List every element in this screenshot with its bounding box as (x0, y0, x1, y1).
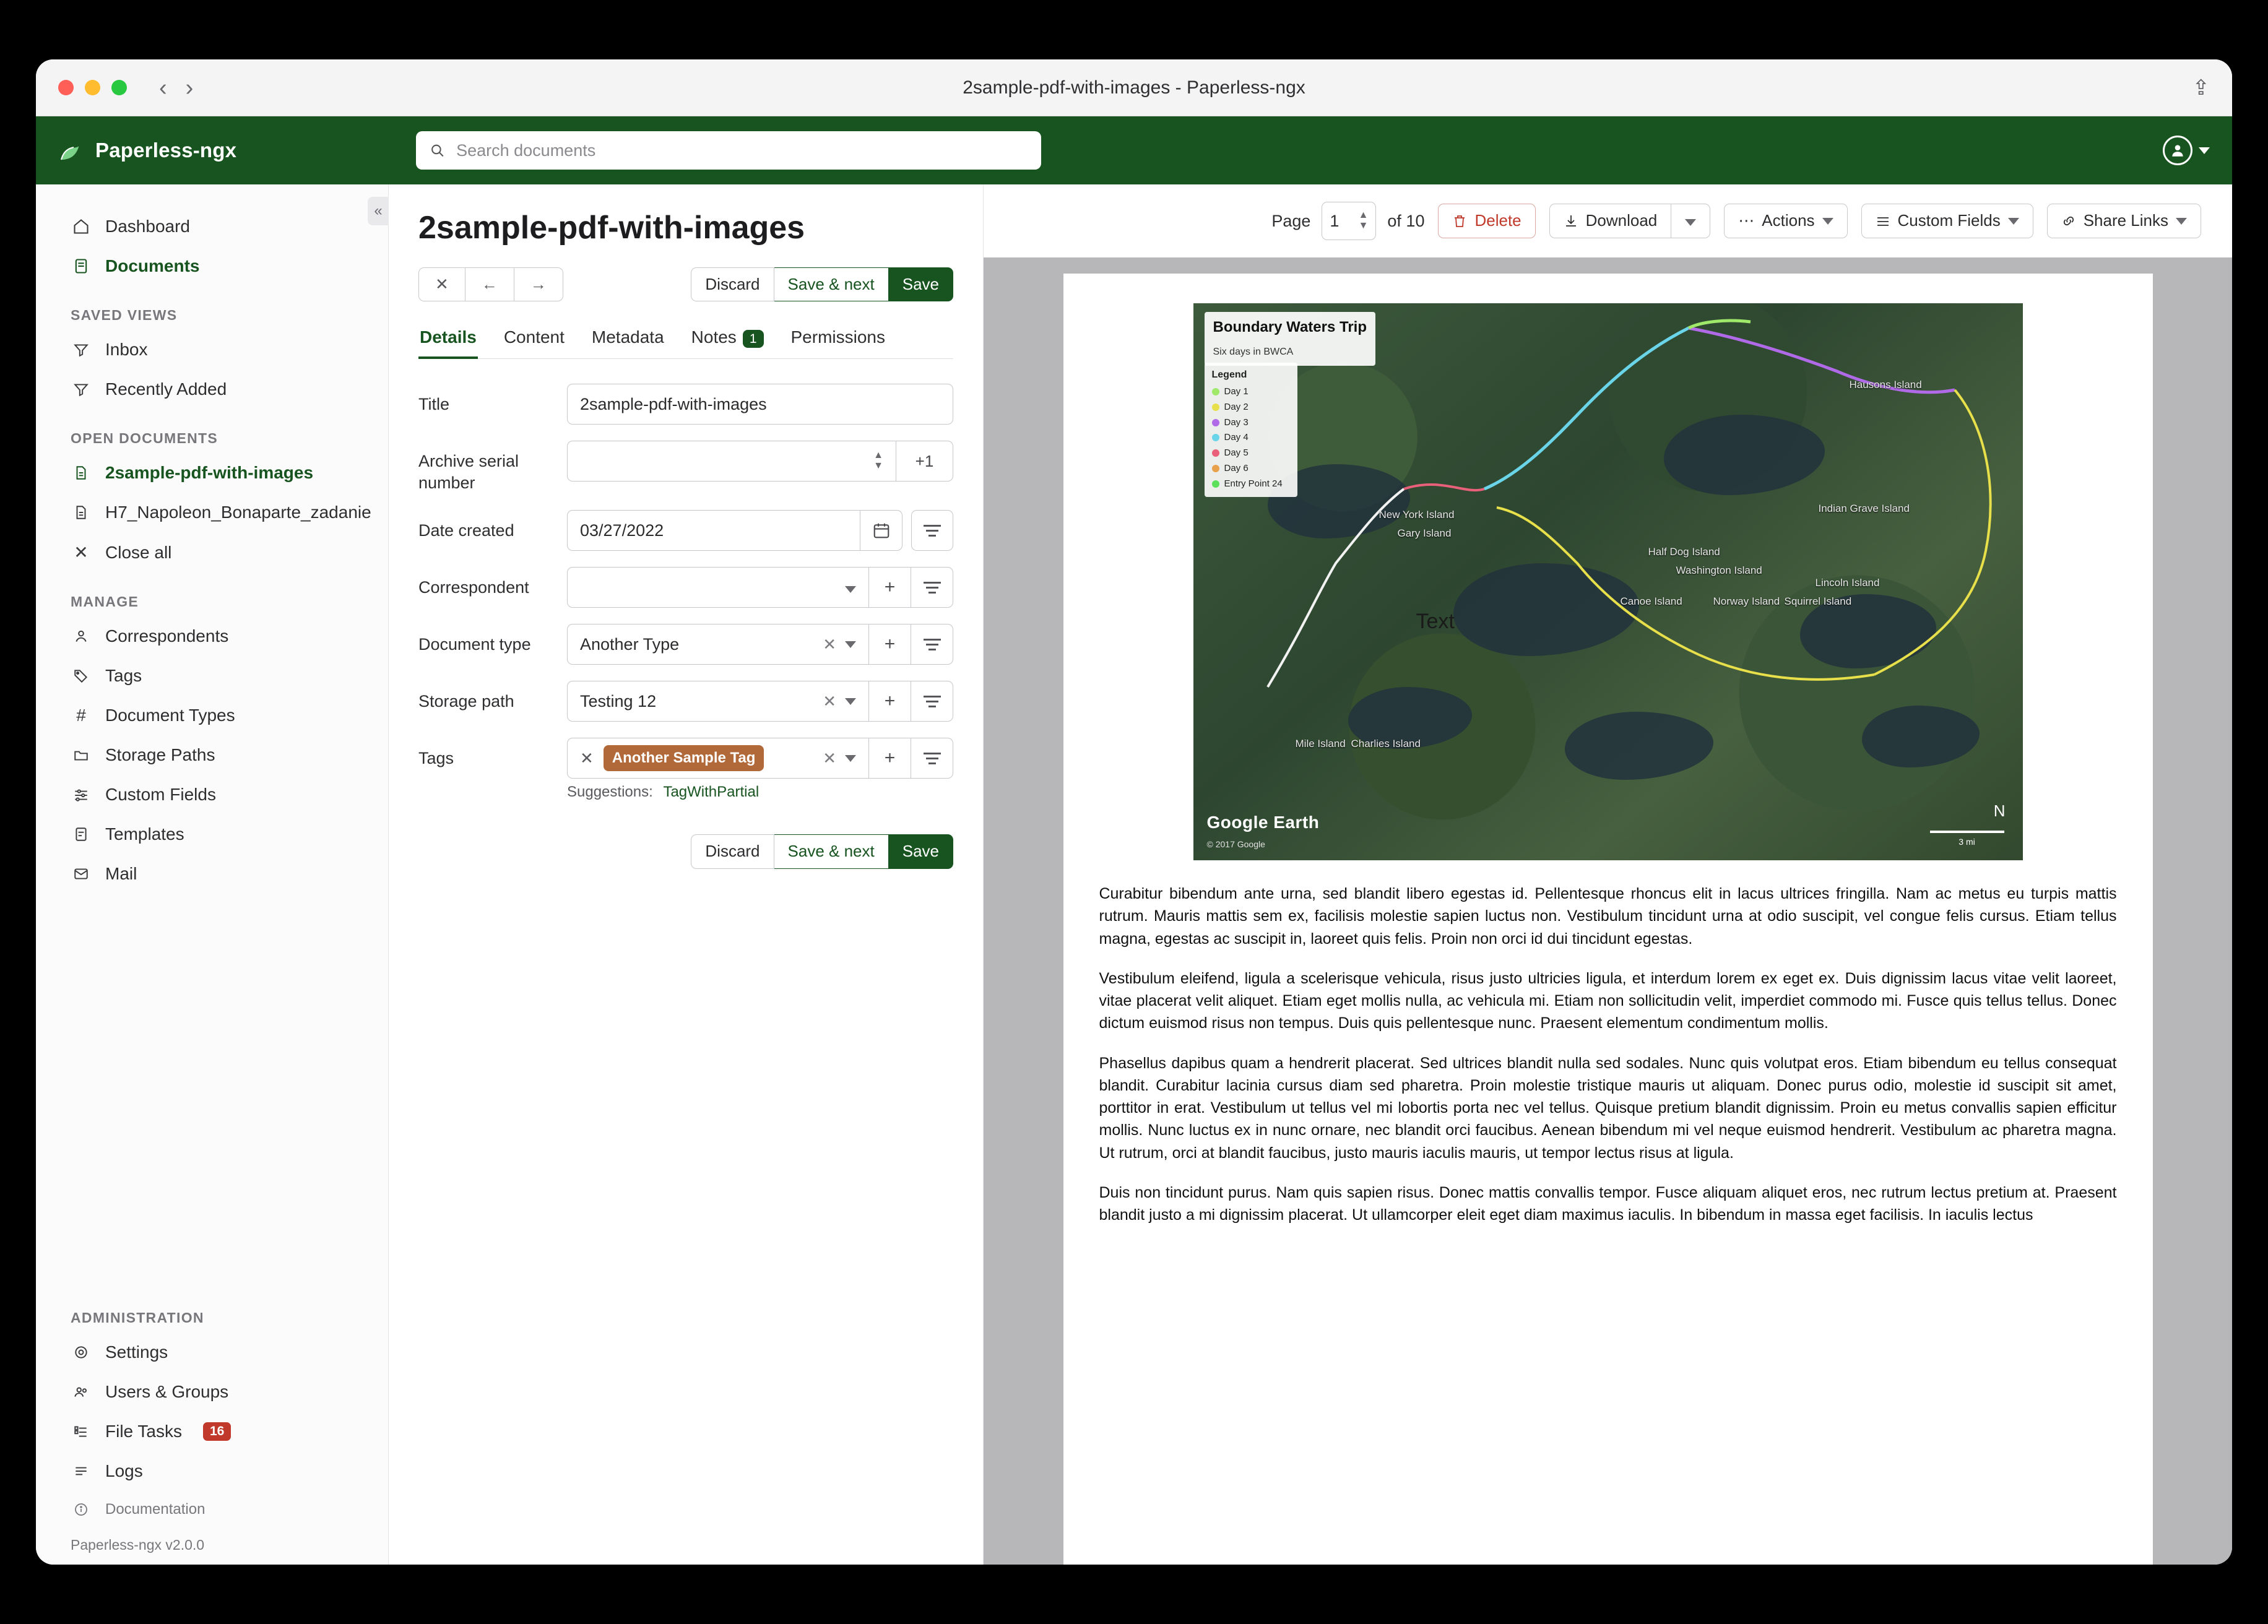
info-circle-icon (71, 1502, 92, 1517)
field-label: Archive serial number (418, 452, 519, 493)
correspondent-filter-button[interactable] (911, 567, 953, 608)
sidebar-item-recently-added[interactable] (36, 369, 388, 409)
tag-chip[interactable]: Another Sample Tag (604, 745, 764, 771)
map-scale-label: 3 mi (1959, 836, 1975, 847)
field-label: Storage path (418, 692, 514, 711)
map-label: Charlies Island (1351, 738, 1421, 749)
file-icon (71, 465, 92, 481)
legend-swatch (1212, 449, 1219, 457)
field-correspondent (418, 567, 953, 608)
tags-filter-button[interactable] (911, 738, 953, 779)
file-icon (71, 504, 92, 520)
legend-item (1212, 385, 1290, 399)
preview-toolbar (984, 184, 2232, 257)
page-number-input[interactable] (1322, 202, 1376, 240)
field-label: Tags (418, 749, 454, 768)
folder-icon (71, 747, 92, 763)
calendar-icon[interactable] (860, 510, 902, 551)
date-created-input[interactable] (567, 510, 860, 551)
page-number-value: 1 (1330, 211, 1340, 230)
document-editor (389, 184, 983, 1565)
sidebar-header-saved-views: SAVED VIEWS (71, 307, 178, 323)
map-scalebar (1930, 831, 2004, 848)
title-input[interactable] (567, 384, 953, 425)
save-buttons-top (691, 267, 953, 301)
map-label: Mile Island (1295, 738, 1346, 749)
save-and-next-button[interactable]: Save & next (774, 267, 889, 301)
page-title: 2sample-pdf-with-images (418, 210, 805, 246)
document-paragraph: Curabitur bibendum ante urna, sed blandit libero egestas id. Pellentesque rhoncus elit in lacus ultrices fringilla. Nam ac metus eu turpis mattis rutrum. Mauris mattis sem ex, facilisis molestie sapien luctus non. Vestibulum tincidunt urna at odio suscipit, vel congue felis cursus. Etiam tellus magna, egestas ac suscipit in, laoreet quis felis. Proin non orci id dui tincidunt egestas. (1099, 885, 2117, 948)
notes-badge: 1 (743, 330, 764, 348)
sidebar-header-open-documents: OPEN DOCUMENTS (71, 430, 218, 446)
map-label: New York Island (1379, 509, 1455, 520)
clear-tags-icon[interactable]: ✕ (823, 748, 836, 767)
legend-label: Day 5 (1224, 447, 1249, 459)
document-preview (983, 184, 2232, 1565)
map-label: Lincoln Island (1815, 577, 1880, 589)
tab-details[interactable] (418, 322, 478, 358)
delete-label: Delete (1474, 211, 1521, 230)
asn-increment-button[interactable]: +1 (896, 441, 953, 482)
legend-label: Entry Point 24 (1224, 478, 1283, 489)
custom-fields-label: Custom Fields (1897, 211, 2001, 230)
document-paragraph: Duis non tincidunt purus. Nam quis sapien risus. Donec mattis convallis tempor. Fusce aliquam aliquet eros, nec rutrum lectus pretium at. Praesent blandit justo a mi dignissim placerat. Ut ullamcorper eleit eget diam maximus iaculis. In bibendum in massa eget facilisis. In iaculis lectus (1099, 1183, 2117, 1224)
home-icon (71, 218, 92, 235)
sidebar (36, 184, 389, 1565)
filter-icon (924, 582, 941, 594)
add-document-type-button[interactable]: + (869, 624, 911, 665)
chevron-down-icon[interactable] (845, 755, 856, 762)
legend-label: Day 1 (1224, 386, 1249, 397)
page-label: Page (1271, 211, 1311, 230)
clear-storage-path-icon[interactable]: ✕ (823, 691, 836, 710)
next-document-button[interactable]: → (514, 267, 563, 301)
page-total: of 10 (1387, 211, 1425, 230)
map-title-box (1205, 312, 1375, 366)
legend-item (1212, 446, 1290, 460)
pdf-page (1063, 274, 2153, 1565)
map-provider-logo: Google Earth (1206, 813, 1320, 832)
sidebar-item-label: Dashboard (105, 217, 190, 236)
tab-permissions[interactable] (790, 322, 886, 358)
caret-down-icon (2199, 147, 2210, 154)
app-header (36, 116, 2232, 184)
sidebar-item-label: Custom Fields (105, 785, 216, 804)
document-map-image (1193, 303, 2023, 860)
discard-button-bottom[interactable]: Discard (691, 834, 774, 868)
map-attribution: © 2017 Google (1206, 839, 1265, 849)
legend-header: Legend (1211, 369, 1247, 380)
close-document-button[interactable]: ✕ (418, 267, 465, 301)
custom-fields-button[interactable] (1861, 204, 2033, 238)
discard-button[interactable]: Discard (691, 267, 774, 301)
filter-icon (924, 639, 941, 650)
legend-item (1212, 477, 1290, 491)
tab-label: Details (420, 327, 477, 347)
download-icon (1564, 214, 1578, 228)
gear-icon (71, 1344, 92, 1360)
back-icon[interactable]: ‹ (159, 74, 167, 101)
document-paragraph: Phasellus dapibus quam a hendrerit placerat. Sed ultrices blandit nulla sed sodales. Nunc quis volutpat eros. Etiam bibendum eu tellus consequat blandit. Curabitur lacinia cursus diam sed pharetra. Proin molestie tristique mauris ut aliquam. Donec purus odio, molestie id suscipit sit amet, porttitor in erat. Vestibulum ut tellus vel mi lobortis porta nec vel tellus. Quisque pretium blandit dignissim. Proin eu metus convallis sapien efficitur mollis. Nunc luctus ex in nunc ornare, nec blandit orci faucibus. Aenean bibendum mi vel neque euismod hendrerit. Vestibulum ac pharetra magna. Ut rutrum, orci at blandit faucibus, justo mauris iaculis mauris, ut tempor lectus risus at ligula. (1099, 1054, 2117, 1162)
actions-label: Actions (1762, 211, 1815, 230)
sidebar-header-manage: MANAGE (71, 594, 139, 610)
save-buttons-bottom (418, 834, 953, 868)
chevron-down-icon[interactable] (845, 641, 856, 648)
user-menu[interactable] (2163, 136, 2210, 165)
suggestion-link[interactable]: TagWithPartial (663, 784, 760, 801)
forward-icon[interactable]: › (185, 74, 194, 101)
document-type-select[interactable] (567, 624, 869, 665)
share-links-label: Share Links (2083, 211, 2168, 230)
sidebar-item-label: Documents (105, 256, 200, 275)
sidebar-item-close-all[interactable] (36, 532, 388, 572)
map-label: Norway Island (1713, 595, 1780, 607)
document-nav-buttons (418, 267, 563, 301)
suggestions-label: Suggestions: (567, 784, 653, 801)
three-dots-icon: ⋯ (1738, 211, 1755, 230)
document-paragraph: Vestibulum eleifend, ligula a scelerisque vehicula, risus justo ultricies ligula, et interdum lorem ex eget ex. Duis dignissim lacus vitae velit laoreet, vitae placerat velit aliquet. Etiam eget mollis nulla, ac vehicula mi. Etiam non sollicitudin velit, imperdiet commodo mi. Fusce quis tellus tellus. Donec dictum euismod risus non tempus. Duis quis pellentesque nunc. Praesent elementum condimentum mollis. (1099, 969, 2117, 1032)
sidebar-item-label: Recently Added (105, 379, 227, 399)
legend-swatch (1212, 434, 1219, 441)
asn-input[interactable] (567, 441, 896, 482)
editor-toolbar (418, 267, 953, 301)
pdf-viewer[interactable] (984, 257, 2232, 1565)
hash-icon: # (76, 706, 86, 725)
field-label: Title (418, 395, 450, 414)
sidebar-header-administration: ADMINISTRATION (71, 1310, 204, 1326)
map-compass: N (1993, 801, 2006, 821)
tag-icon (71, 668, 92, 684)
close-window-button[interactable] (58, 80, 74, 95)
close-icon: ✕ (74, 543, 89, 562)
filter-icon (924, 525, 941, 537)
sidebar-item-label: Users & Groups (105, 1382, 229, 1401)
app-body (36, 184, 2232, 1565)
page-stepper[interactable]: ▲ ▼ (1358, 210, 1369, 231)
tab-notes[interactable] (690, 322, 765, 358)
sidebar-item-documents[interactable] (36, 246, 388, 286)
funnel-icon (71, 342, 92, 358)
envelope-icon (71, 866, 92, 882)
tab-label: Permissions (790, 327, 885, 347)
download-button[interactable] (1549, 204, 1672, 238)
map-label: Squirrel Island (1784, 595, 1852, 607)
sidebar-item-label: Mail (105, 864, 137, 883)
legend-swatch (1212, 419, 1219, 426)
legend-item (1212, 416, 1290, 430)
sidebar-item-label: Logs (105, 1461, 143, 1480)
field-date-created (418, 510, 953, 551)
app-version: Paperless-ngx v2.0.0 (71, 1537, 205, 1553)
sidebar-item-file-tasks[interactable] (36, 1412, 388, 1451)
caret-down-icon (2008, 218, 2019, 225)
filter-icon (924, 696, 941, 707)
legend-label: Day 2 (1224, 401, 1249, 412)
sidebar-item-templates[interactable] (36, 814, 388, 854)
tab-content[interactable] (503, 322, 566, 358)
sidebar-item-open-doc-2[interactable] (36, 493, 388, 532)
sidebar-item-storage-paths[interactable] (36, 735, 388, 775)
sidebar-item-custom-fields[interactable] (36, 775, 388, 814)
clear-document-type-icon[interactable]: ✕ (823, 634, 836, 654)
legend-item (1212, 431, 1290, 444)
sidebar-item-inbox[interactable] (36, 330, 388, 369)
legend-label: Day 6 (1224, 462, 1249, 473)
map-label: Indian Grave Island (1818, 503, 1910, 514)
map-overlay-text: Text (1416, 610, 1455, 633)
field-label: Date created (418, 521, 514, 540)
sidebar-item-tags[interactable] (36, 656, 388, 696)
legend-swatch (1212, 465, 1219, 472)
documents-icon (71, 257, 92, 275)
file-text-icon (71, 826, 92, 842)
download-dropdown-button[interactable] (1671, 204, 1710, 238)
link-icon (2061, 214, 2076, 228)
minimize-window-button[interactable] (85, 80, 100, 95)
previous-document-button[interactable]: ← (465, 267, 514, 301)
storage-path-select[interactable] (567, 681, 869, 722)
sidebar-item-label: Tags (105, 666, 142, 685)
search-icon (430, 142, 445, 158)
maximize-window-button[interactable] (111, 80, 127, 95)
sidebar-item-document-types[interactable] (36, 696, 388, 735)
storage-path-filter-button[interactable] (911, 681, 953, 722)
add-tag-button[interactable]: + (869, 738, 911, 779)
sidebar-item-label: Close all (105, 542, 172, 562)
save-button-bottom[interactable]: Save (889, 834, 953, 868)
file-tasks-badge: 16 (203, 1422, 231, 1441)
filter-icon (924, 753, 941, 764)
actions-button[interactable] (1724, 204, 1847, 238)
sidebar-item-correspondents[interactable] (36, 616, 388, 656)
trash-icon (1452, 214, 1467, 228)
map-label: Gary Island (1397, 527, 1452, 539)
page-navigation (1271, 202, 1424, 240)
field-label: Correspondent (418, 578, 529, 597)
field-archive-serial-number (418, 441, 953, 494)
list-task-icon (71, 1423, 92, 1440)
chevron-down-icon[interactable] (845, 698, 856, 705)
field-label: Document type (418, 635, 531, 654)
brand-label: Paperless-ngx (95, 139, 237, 162)
map-title: Boundary Waters Trip (1213, 319, 1367, 335)
sidebar-item-label: File Tasks (105, 1422, 182, 1441)
add-storage-path-button[interactable]: + (869, 681, 911, 722)
editor-tabs (418, 322, 953, 359)
date-created-value: 03/27/2022 (580, 520, 664, 540)
sidebar-item-label: Templates (105, 824, 184, 844)
browser-navigation (159, 76, 193, 100)
app-window (36, 59, 2232, 1565)
tag-suggestions (567, 784, 953, 801)
funnel-icon (71, 381, 92, 397)
sidebar-item-documentation[interactable] (36, 1491, 388, 1528)
share-icon[interactable]: ⇪ (2192, 76, 2210, 100)
sliders-icon (71, 787, 92, 803)
storage-path-value: Testing 12 (580, 691, 657, 710)
map-label: Canoe Island (1620, 595, 1682, 607)
caret-down-icon (1822, 218, 1833, 225)
leaf-logo-icon (58, 138, 83, 163)
map-legend (1205, 363, 1297, 497)
legend-item (1212, 400, 1290, 414)
map-subtitle: Six days in BWCA (1213, 346, 1294, 357)
sidebar-item-logs[interactable] (36, 1451, 388, 1491)
legend-swatch (1212, 388, 1219, 395)
terminal-icon (71, 1463, 92, 1479)
window-title: 2sample-pdf-with-images - Paperless-ngx (963, 77, 1305, 98)
tab-label: Notes (691, 327, 737, 347)
legend-swatch (1212, 480, 1219, 488)
legend-item (1212, 462, 1290, 475)
sidebar-item-mail[interactable] (36, 854, 388, 894)
tags-select[interactable] (567, 738, 869, 779)
title-value: 2sample-pdf-with-images (580, 394, 767, 413)
sidebar-item-label: 2sample-pdf-with-images (105, 463, 314, 482)
save-button[interactable]: Save (889, 267, 953, 301)
sidebar-item-users-groups[interactable] (36, 1372, 388, 1412)
brand[interactable] (58, 138, 236, 163)
map-label: Half Dog Island (1648, 546, 1720, 558)
sidebar-collapse-button[interactable]: « (368, 197, 389, 225)
date-filter-button[interactable] (911, 510, 953, 551)
field-title (418, 384, 953, 425)
field-tags (418, 738, 953, 779)
legend-label: Day 3 (1224, 417, 1249, 428)
chevron-down-icon[interactable] (845, 578, 856, 597)
people-icon (71, 1384, 92, 1400)
sidebar-item-open-doc-1[interactable] (36, 453, 388, 493)
field-storage-path (418, 681, 953, 722)
field-document-type (418, 624, 953, 665)
user-avatar-icon (2163, 136, 2192, 165)
sidebar-item-label: Settings (105, 1342, 168, 1362)
tab-metadata[interactable] (591, 322, 665, 358)
main-content (389, 184, 2232, 1565)
caret-down-icon (2176, 218, 2187, 225)
sidebar-item-label: Correspondents (105, 626, 229, 646)
download-group (1549, 204, 1711, 238)
window-titlebar (36, 59, 2232, 116)
person-icon (71, 628, 92, 644)
sidebar-item-dashboard[interactable] (36, 207, 388, 246)
document-type-value: Another Type (580, 634, 680, 654)
map-label: Hausons Island (1849, 379, 1922, 391)
legend-label: Day 4 (1224, 432, 1249, 443)
traffic-lights (58, 80, 127, 95)
search-box[interactable] (416, 131, 1041, 170)
legend-swatch (1212, 404, 1219, 411)
sidebar-item-label: H7_Napoleon_Bonaparte_zadanie (105, 503, 371, 522)
delete-button[interactable] (1438, 204, 1535, 238)
sidebar-item-label: Inbox (105, 340, 148, 359)
correspondent-select[interactable] (567, 567, 869, 608)
save-and-next-button-bottom[interactable]: Save & next (774, 834, 889, 868)
remove-tag-icon[interactable]: ✕ (580, 748, 594, 767)
sidebar-item-label: Storage Paths (105, 745, 215, 764)
map-label: Washington Island (1676, 564, 1762, 576)
sidebar-item-label: Document Types (105, 706, 235, 725)
download-label: Download (1585, 211, 1658, 230)
share-links-button[interactable] (2047, 204, 2201, 238)
asn-stepper[interactable]: ▲ ▼ (873, 450, 883, 472)
add-correspondent-button[interactable]: + (869, 567, 911, 608)
sidebar-item-settings[interactable] (36, 1332, 388, 1372)
sliders-icon (1876, 214, 1890, 228)
search-input[interactable] (455, 140, 1028, 161)
tab-label: Metadata (591, 327, 664, 347)
sidebar-item-label: Documentation (105, 1501, 206, 1518)
document-type-filter-button[interactable] (911, 624, 953, 665)
tab-label: Content (503, 327, 565, 347)
